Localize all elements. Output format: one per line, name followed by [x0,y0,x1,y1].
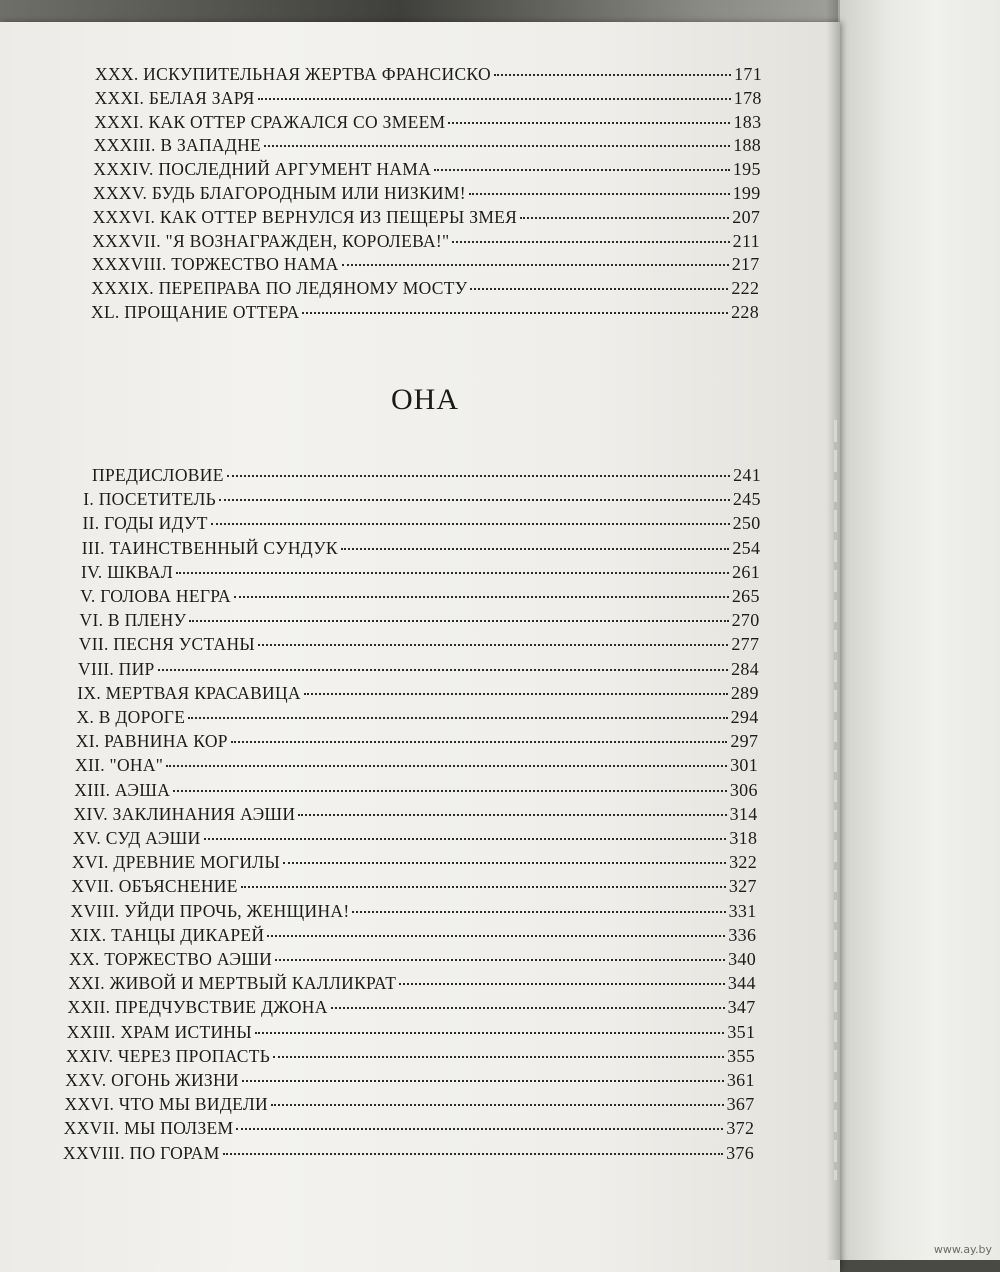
toc-entry-title: XXI. ЖИВОЙ И МЕРТВЫЙ КАЛЛИКРАТ [68,973,397,994]
toc-entry-title: XXXV. БУДЬ БЛАГОРОДНЫМ ИЛИ НИЗКИМ! [93,183,466,203]
toc-entry-page: 211 [732,230,760,251]
toc-entry-title: XIX. ТАНЦЫ ДИКАРЕЙ [69,924,265,945]
toc-entry [94,112,761,136]
toc-entry [92,254,760,278]
toc-leader-dots [452,241,729,243]
toc-entry-page: 322 [729,852,757,873]
toc-leader-dots [166,765,727,767]
toc-entry [73,828,758,852]
toc-leader-dots [258,644,728,646]
toc-entry-page: 207 [732,206,761,227]
toc-entry-title: XXXI. БЕЛАЯ ЗАРЯ [94,87,255,108]
toc-entry-page: 347 [727,997,756,1018]
toc-leader-dots [188,717,727,719]
toc-entry-page: 183 [733,111,762,132]
toc-leader-dots [520,217,729,219]
toc-entry-title: XIII. АЭША [74,779,171,800]
toc-leader-dots [158,669,729,671]
toc-entry-page: 355 [727,1045,755,1066]
toc-entry-page: 270 [731,610,760,631]
toc-entry-title: XXXIV. ПОСЛЕДНИЙ АРГУМЕНТ НАМА [93,159,432,180]
toc-entry-page: 178 [733,87,762,108]
toc-entry [71,901,757,925]
toc-leader-dots [434,169,730,171]
toc-entry-page: 331 [728,900,757,921]
toc-entry-page: 199 [732,183,761,203]
toc-entry-title: XXV. ОГОНЬ ЖИЗНИ [65,1070,239,1090]
toc-entry [74,780,758,804]
toc-entry-page: 217 [731,254,760,275]
toc-leader-dots [234,596,729,598]
toc-entry-title: XXXVI. КАК ОТТЕР ВЕРНУЛСЯ ИЗ ПЕЩЕРЫ ЗМЕЯ [92,206,518,227]
toc-entry-page: 372 [726,1118,755,1139]
toc-leader-dots [264,145,730,147]
toc-entry-title: XXXVIII. ТОРЖЕСТВО НАМА [91,254,339,275]
toc-entry [65,1070,755,1094]
toc-leader-dots [331,1007,725,1009]
toc-entry-page: 327 [728,876,757,897]
toc-leader-dots [494,74,731,76]
toc-entry [67,1022,756,1046]
toc-entry-title: I. ПОСЕТИТЕЛЬ [83,489,216,510]
toc-entry-title: XII. "ОНА" [75,755,164,776]
toc-entry-title: XXX. ИСКУПИТЕЛЬНАЯ ЖЕРТВА ФРАНСИСКО [95,64,491,84]
toc-entry-title: XX. ТОРЖЕСТВО АЭШИ [69,949,273,969]
toc-leader-dots [242,1080,724,1082]
toc-entry [80,610,760,634]
toc-entry-title: IX. МЕРТВАЯ КРАСАВИЦА [77,682,301,703]
toc-entry [77,683,759,707]
toc-entry-page: 361 [726,1070,755,1090]
toc-leader-dots [448,122,730,124]
toc-entry [91,302,759,326]
toc-entry [80,586,760,610]
toc-entry [83,489,761,513]
toc-leader-dots [227,475,730,477]
toc-entry [68,973,756,997]
toc-leader-dots [223,1153,723,1155]
toc-entry [82,538,761,562]
toc-entry-title: V. ГОЛОВА НЕГРА [80,586,231,606]
toc-leader-dots [298,814,726,816]
toc-leader-dots [258,98,731,100]
toc-leader-dots [342,264,729,266]
toc-leader-dots [304,693,728,695]
toc-entry-title: XXXI. КАК ОТТЕР СРАЖАЛСЯ СО ЗМЕЕМ [94,111,446,132]
toc-entry-title: XI. РАВНИНА КОР [75,731,228,752]
toc-leader-dots [267,935,725,937]
toc-leader-dots [236,1128,723,1130]
toc-entry-page: 314 [729,803,758,824]
toc-leader-dots [231,741,728,743]
toc-entry-title: XV. СУД АЭШИ [72,828,201,848]
toc-leader-dots [271,1104,724,1106]
toc-entry-page: 301 [730,755,758,776]
toc-leader-dots [219,499,730,501]
toc-entry-title: XXIII. ХРАМ ИСТИНЫ [66,1021,252,1042]
toc-entry-page: 261 [732,561,760,582]
toc-entry [65,1094,755,1118]
toc-entry-page: 277 [731,634,760,655]
toc-entry-title: ПРЕДИСЛОВИЕ [92,465,224,485]
toc-entry-title: III. ТАИНСТВЕННЫЙ СУНДУК [81,537,338,558]
toc-leader-dots [173,790,727,792]
toc-entry-page: 297 [730,731,759,752]
toc-entry [91,278,759,302]
toc-entry-title: XXXIII. В ЗАПАДНЕ [93,135,262,156]
toc-entry [81,562,760,586]
toc-entry-title: VI. В ПЛЕНУ [79,610,187,631]
toc-entry-title: XVII. ОБЪЯСНЕНИЕ [71,876,238,897]
toc-entry [78,659,759,683]
toc-leader-dots [283,862,726,864]
toc-entry [79,634,760,658]
toc-entry-page: 318 [729,828,758,848]
toc-entry [66,1046,755,1070]
toc-entry-title: XVIII. УЙДИ ПРОЧЬ, ЖЕНЩИНА! [70,900,350,921]
toc-leader-dots [352,911,725,913]
toc-entry [63,1143,754,1167]
toc-leader-dots [469,193,730,195]
toc-entry-page: 340 [728,949,756,969]
toc-leader-dots [176,572,729,574]
toc-leader-dots [302,312,728,314]
toc-entry [70,925,757,949]
toc-entry [64,1118,755,1142]
toc-entry-title: IV. ШКВАЛ [81,561,174,582]
toc-entry-title: VII. ПЕСНЯ УСТАНЫ [78,634,255,655]
toc-entry-page: 195 [732,159,761,180]
toc-entry-page: 241 [733,465,761,485]
facing-page [838,0,1000,1260]
toc-entry [95,64,762,88]
toc-entry [76,731,759,755]
toc-entry-page: 376 [726,1142,754,1163]
toc-entry [92,465,761,489]
toc-entry [69,949,756,973]
toc-entry-title: XVI. ДРЕВНИЕ МОГИЛЫ [72,852,281,873]
toc-leader-dots [399,983,725,985]
toc-entry-page: 294 [730,707,759,727]
toc-entry-page: 228 [731,302,759,322]
toc-entry-title: XIV. ЗАКЛИНАНИЯ АЭШИ [73,803,296,824]
toc-entry [95,88,762,112]
toc-entry-title: XXVI. ЧТО МЫ ВИДЕЛИ [64,1094,268,1115]
toc-entry-title: XXXIX. ПЕРЕПРАВА ПО ЛЕДЯНОМУ МОСТУ [91,278,468,299]
toc-entry-title: X. В ДОРОГЕ [76,707,186,727]
toc-leader-dots [275,959,725,961]
toc-entry-page: 344 [727,973,756,994]
toc-entry-page: 171 [734,64,762,84]
toc-entry [83,513,761,537]
toc-leader-dots [341,548,729,550]
toc-leader-dots [211,523,730,525]
toc-leader-dots [204,838,727,840]
toc-entry-page: 284 [731,658,759,679]
section-title: ОНА [391,383,459,416]
toc-leader-dots [255,1032,724,1034]
toc-entry-page: 289 [730,682,759,703]
toc-leader-dots [189,620,728,622]
toc-entry [77,707,759,731]
toc-entry-title: XXIV. ЧЕРЕЗ ПРОПАСТЬ [66,1045,271,1066]
toc-entry [68,997,756,1021]
toc-entry [92,231,760,255]
toc-entry-title: XXXVII. "Я ВОЗНАГРАЖДЕН, КОРОЛЕВА!" [92,230,450,251]
toc-entry [71,876,757,900]
toc-entry [93,183,761,207]
toc-entry-page: 336 [728,924,757,945]
toc-entry-title: VIII. ПИР [78,658,155,679]
toc-entry-page: 245 [732,489,761,510]
toc-entry-page: 265 [731,586,760,606]
toc-entry [94,135,761,159]
toc-entry-title: XXVII. МЫ ПОЛЗЕМ [63,1118,234,1139]
toc-entry [93,159,760,183]
toc-entry-title: XXVIII. ПО ГОРАМ [63,1142,220,1163]
toc-entry [93,207,761,231]
toc-entry-title: XXII. ПРЕДЧУВСТВИЕ ДЖОНА [67,997,328,1018]
toc-entry-page: 222 [731,278,760,299]
toc-entry-page: 250 [732,513,761,534]
toc-entry [75,755,758,779]
toc-entry-page: 254 [732,537,761,558]
toc-entry-page: 306 [729,779,758,800]
toc-entry-page: 188 [733,135,762,156]
toc-entry-page: 351 [727,1021,756,1042]
toc-leader-dots [273,1056,724,1058]
toc-entry [74,804,758,828]
toc-entry-title: II. ГОДЫ ИДУТ [82,513,208,534]
toc-entry [72,852,757,876]
toc-entry-page: 367 [726,1094,755,1115]
toc-entry-title: XL. ПРОЩАНИЕ ОТТЕРА [91,302,300,322]
toc-leader-dots [241,886,726,888]
watermark: www.ay.by [933,1243,992,1256]
toc-leader-dots [470,288,728,290]
